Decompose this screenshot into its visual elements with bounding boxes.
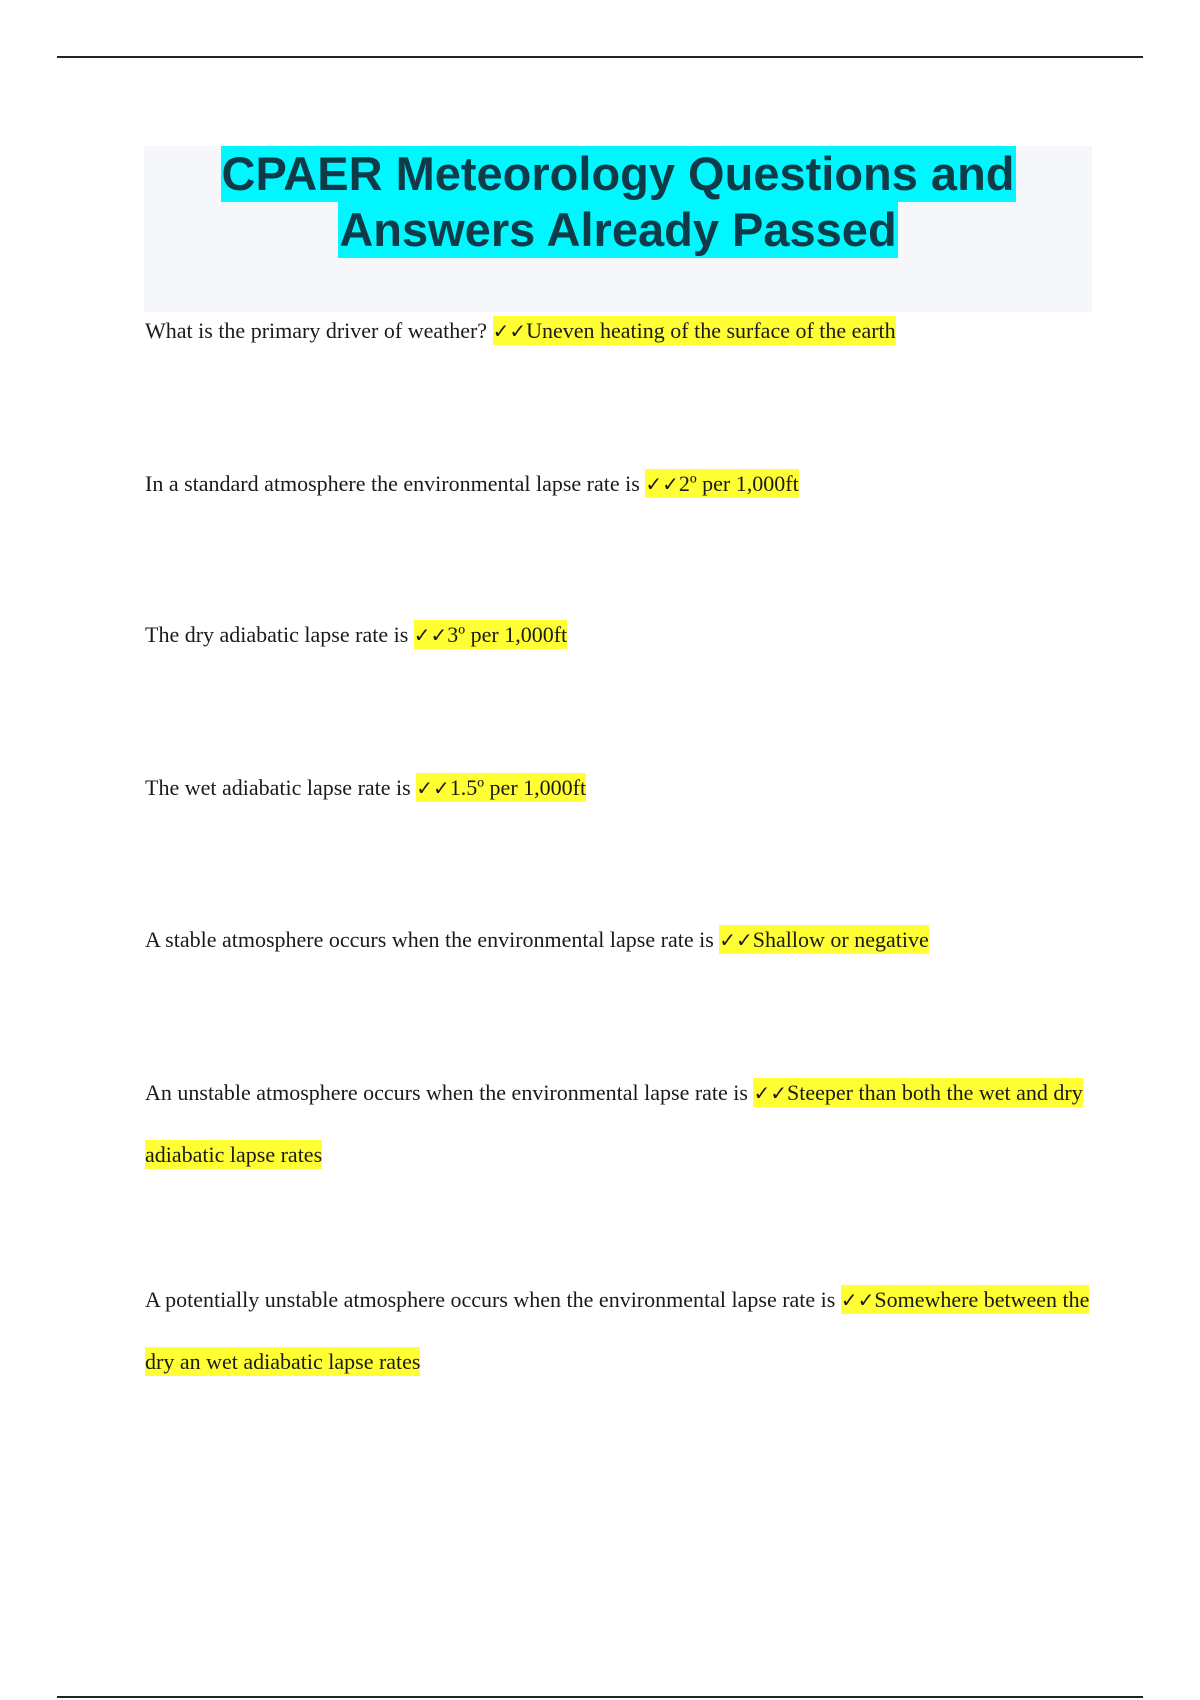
answer-text: Uneven heating of the surface of the earth xyxy=(526,318,896,343)
answer-highlight xyxy=(719,925,928,954)
double-check-icon: ✓✓ xyxy=(840,1288,875,1312)
double-check-icon: ✓✓ xyxy=(645,472,679,496)
answer-text: Somewhere between the dry an wet adiabatic lapse rates xyxy=(145,1287,1090,1374)
title-line-1: CPAER Meteorology Questions and xyxy=(221,147,1015,200)
answer-text: Shallow or negative xyxy=(752,927,929,952)
answer-highlight xyxy=(645,469,798,498)
question-text: The dry adiabatic lapse rate is xyxy=(145,622,414,647)
answer-text: 1.5º per 1,000ft xyxy=(449,775,587,800)
question-text: In a standard atmosphere the environmental lapse rate is xyxy=(145,471,646,496)
double-check-icon: ✓✓ xyxy=(753,1081,787,1105)
question-text: What is the primary driver of weather? xyxy=(145,318,493,343)
qa-item-3 xyxy=(145,604,1105,666)
qa-item-6 xyxy=(145,1062,1105,1185)
double-check-icon: ✓✓ xyxy=(492,319,527,343)
question-text: An unstable atmosphere occurs when the environmental lapse rate is xyxy=(145,1080,754,1105)
title-block xyxy=(144,146,1092,312)
qa-item-2 xyxy=(145,453,1105,515)
qa-item-4 xyxy=(145,757,1105,819)
answer-highlight xyxy=(493,316,896,345)
answer-highlight xyxy=(416,773,586,802)
double-check-icon: ✓✓ xyxy=(413,623,448,647)
page-title xyxy=(144,146,1092,258)
bottom-rule xyxy=(57,1696,1143,1698)
question-text: A potentially unstable atmosphere occurs when the environmental lapse rate is xyxy=(145,1287,841,1312)
qa-item-5 xyxy=(145,909,1105,971)
answer-text: 3º per 1,000ft xyxy=(447,622,568,647)
qa-item-7 xyxy=(145,1269,1105,1392)
top-rule xyxy=(57,56,1143,58)
question-text: A stable atmosphere occurs when the environmental lapse rate is xyxy=(145,927,720,952)
double-check-icon: ✓✓ xyxy=(416,776,450,800)
double-check-icon: ✓✓ xyxy=(719,928,753,952)
answer-highlight xyxy=(414,620,567,649)
title-line-2: Answers Already Passed xyxy=(339,203,897,256)
answer-text: 2º per 1,000ft xyxy=(678,471,799,496)
answer-text: Steeper than both the wet and dry adiabatic lapse rates xyxy=(145,1080,1083,1167)
qa-item-1 xyxy=(145,300,1105,362)
question-text: The wet adiabatic lapse rate is xyxy=(145,775,417,800)
